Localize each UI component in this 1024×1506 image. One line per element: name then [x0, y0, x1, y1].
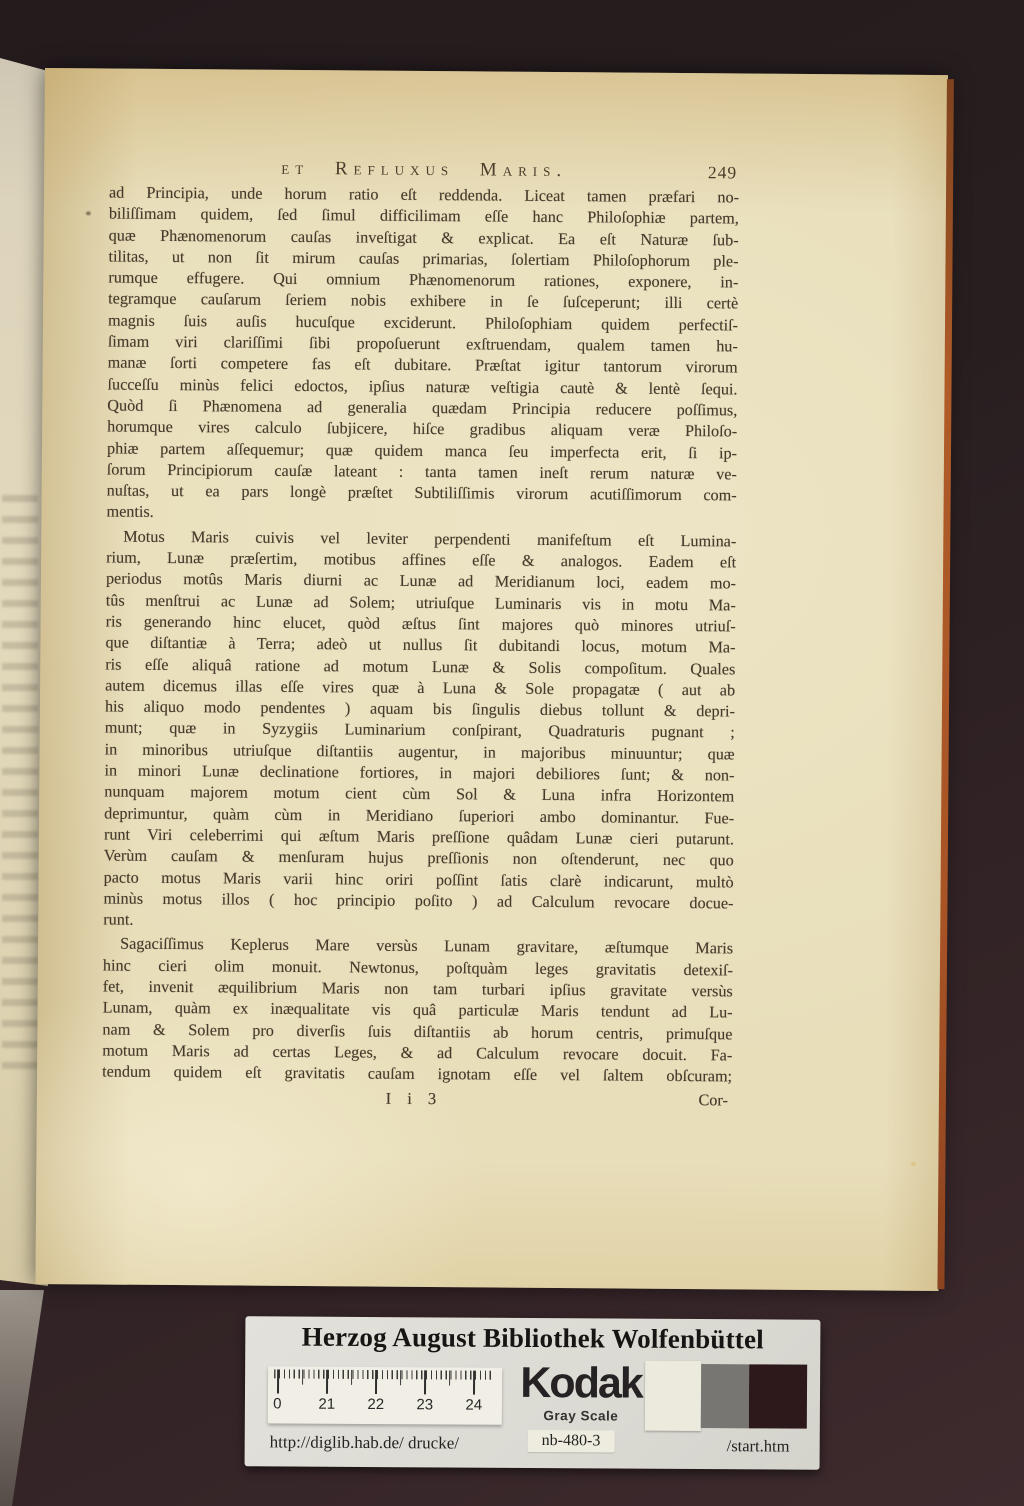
- text-line: Verùm cauſam & menſuram hujus preſſionis non oſtenderunt, nec quo: [103, 846, 734, 870]
- library-label: [245, 1316, 821, 1470]
- bottom-left-surface-wedge: [0, 1290, 44, 1506]
- text-line: ſimam viri clariſſimi ſibi propoſuerunt exſtruendam, qualem tamen hu-: [107, 332, 738, 356]
- paragraph-lines: [102, 183, 739, 1091]
- label-url-right: /start.htm: [726, 1436, 790, 1456]
- text-line: rumque effugere. Qui omnium Phænomenorum rationes, exponere, in-: [108, 268, 739, 292]
- text-line: minùs motus illos ( hoc principio poſito ) ad Calculum revocare docue-: [103, 889, 734, 913]
- text-line: ris generando hinc elucet, quòd æſtus ſint majores quò minores utriuſ-: [105, 612, 736, 636]
- dust-speck: [911, 1162, 916, 1166]
- ink-speck: [86, 211, 91, 215]
- text-line: manæ ſorti competere fas eſt dubitare. Præſtat igitur tantorum virorum: [107, 353, 738, 377]
- ruler-number: 0: [273, 1395, 282, 1413]
- text-line: runt.: [103, 910, 134, 929]
- text-line: quæ Phænomenorum cauſas inveſtigat & explicat. Ea eſt Naturæ ſub-: [108, 226, 739, 250]
- signature-mark: I i 3: [385, 1089, 443, 1109]
- patch-dark: [749, 1364, 807, 1428]
- text-line: motum Maris ad certas Leges, & ad Calculum revocare docuit. Fa-: [102, 1041, 733, 1065]
- ruler-mid-tick: [351, 1370, 352, 1385]
- label-shelfmark: nb-480-3: [528, 1430, 615, 1453]
- text-line: periodus motûs Maris diurni ac Lunæ ad Meridianum loci, eadem mo-: [105, 569, 737, 593]
- page-header: [109, 157, 739, 186]
- page-fore-edge: [937, 79, 954, 1289]
- text-line: tendum quidem eſt gravitatis cauſam ignotam eſſe vel ſaltem obſcuram;: [102, 1062, 733, 1086]
- text-line: ſucceſſu minùs felici edoctos, ipſius naturæ veſtigia cautè & lentè ſequi.: [107, 375, 738, 399]
- text-line: runt Viri celeberrimi qui æſtum Maris preſſione quâdam Lunæ cieri putarunt.: [103, 825, 735, 849]
- label-title: Herzog August Bibliothek Wolfenbüttel: [301, 1321, 765, 1355]
- text-line: fet, invenit æquilibrium Maris non tam turbari ipſius gravitate versùs: [102, 977, 733, 1001]
- text-line: Motus Maris cuivis vel leviter perpendenti manifeſtum eſt Lumina-: [123, 527, 737, 551]
- text-line: magnis ſuis auſis hucuſque exciderunt. Philoſophiam quidem perfectiſ-: [107, 311, 739, 335]
- kodak-block: [513, 1360, 649, 1424]
- text-line: biliſſimam quidem, ſed ſimul difficilimam eſſe hanc Philoſophiæ partem,: [108, 204, 739, 228]
- ruler: [268, 1366, 502, 1424]
- ruler-ticks: [268, 1366, 502, 1424]
- body-text: [102, 183, 739, 1114]
- patch-white: [645, 1361, 701, 1431]
- ruler-mid-tick: [449, 1370, 450, 1385]
- text-line: munt; quæ in Syzygiis Luminarium conſpirant, Quadraturis pugnant ;: [104, 718, 735, 742]
- text-line: que diſtantiæ à Terra; adeò ut nullus ſit dubitandi locus, motum Ma-: [105, 633, 736, 657]
- running-title: et Refluxus Maris.: [281, 157, 568, 182]
- text-line: Sagaciſſimus Keplerus Mare versùs Lunam gravitare, æſtumque Maris: [120, 935, 734, 958]
- ruler-mid-tick: [302, 1370, 303, 1385]
- text-line: his aliquo modo pendentes ) aquam bis ſingulis diebus tollunt & depri-: [104, 697, 736, 721]
- text-line: deprimuntur, quàm cùm in Meridiano ſuperiori ambo dominantur. Fue-: [104, 804, 735, 828]
- text-line: Quòd ſi Phænomena ad generalia quædam Principia reducere poſſimus,: [107, 396, 738, 420]
- text-line: in minoribus utriuſque diſtantiis augentur, in majoribus minuuntur; quæ: [104, 740, 735, 764]
- text-line: in minori Lunæ declinatione fortiores, in majori debiliores ſunt; & non-: [104, 761, 735, 785]
- ruler-number: 22: [367, 1395, 385, 1414]
- gray-scale-patches: [645, 1364, 807, 1429]
- text-line: nam & Solem pro diverſis ſuis diſtantiis ab horum centris, primuſque: [102, 1020, 733, 1044]
- text-line: phiæ partem aſſequemur; quæ quidem manca ſeu imperfecta erit, ſi ip-: [106, 439, 738, 463]
- signature-row: [102, 1087, 732, 1114]
- text-line: Lunam, quàm ex inæqualitate vis quâ particulæ Maris tendunt ad Lu-: [102, 998, 733, 1022]
- label-url-left: http://diglib.hab.de/ drucke/: [269, 1432, 460, 1453]
- kodak-logo: Kodak: [520, 1358, 642, 1408]
- text-line: tilitas, ut non ſit mirum cauſas primarias, ſolertiam Philoſophorum ple-: [108, 247, 739, 271]
- bleedthrough-text: [2, 495, 38, 1081]
- text-line: tûs menſtrui ac Lunæ ad Solem; utriuſque Luminaris vis in motu Ma-: [105, 591, 736, 615]
- text-line: nuſtas, ut ea pars longè præſtet Subtiliſſimis virorum acutiſſimorum com-: [106, 481, 737, 505]
- ruler-number: 24: [465, 1396, 483, 1414]
- patch-gray: [701, 1364, 749, 1428]
- text-line: mentis.: [106, 502, 154, 522]
- text-line: horumque vires calculo ſubjicere, hiſce gradibus aliquam veræ Philoſo-: [107, 417, 738, 441]
- text-line: hinc cieri olim monuit. Newtonus, poſtquàm leges gravitatis detexiſ-: [102, 956, 734, 980]
- ruler-number: 21: [318, 1395, 336, 1413]
- text-line: ſorum Principiorum cauſæ lateant : tanta tamen ineſt rerum naturæ ve-: [106, 460, 737, 484]
- text-line: rium, Lunæ præſertim, motibus affines eſſe & analogos. Eadem eſt: [106, 548, 737, 572]
- catchword: Cor-: [698, 1091, 728, 1110]
- ruler-number: 23: [416, 1396, 434, 1414]
- text-line: nunquam majorem motum cient cùm Sol & Luna infra Horizontem: [104, 782, 735, 806]
- book-page: [35, 68, 948, 1291]
- text-line: pacto motus Maris varii hinc oriri poſſint ſatis clarè indicarunt, multò: [103, 867, 734, 891]
- text-line: ris eſſe aliquâ ratione ad motum Lunæ & Solis compoſitum. Quales: [105, 655, 736, 678]
- text-line: ad Principia, unde horum ratio eſt reddenda. Liceat tamen præfari no-: [108, 183, 740, 207]
- gray-scale-caption: Gray Scale: [543, 1408, 619, 1424]
- text-line: autem dicemus illas eſſe vires quæ à Luna & Sole propagatæ ( aut ab: [105, 676, 736, 700]
- text-line: tegramque cauſarum ſeriem nobis exhibere in ſe ſuſceperunt; illi certè: [108, 289, 739, 313]
- ruler-mid-tick: [400, 1370, 401, 1385]
- page-number: 249: [707, 162, 738, 183]
